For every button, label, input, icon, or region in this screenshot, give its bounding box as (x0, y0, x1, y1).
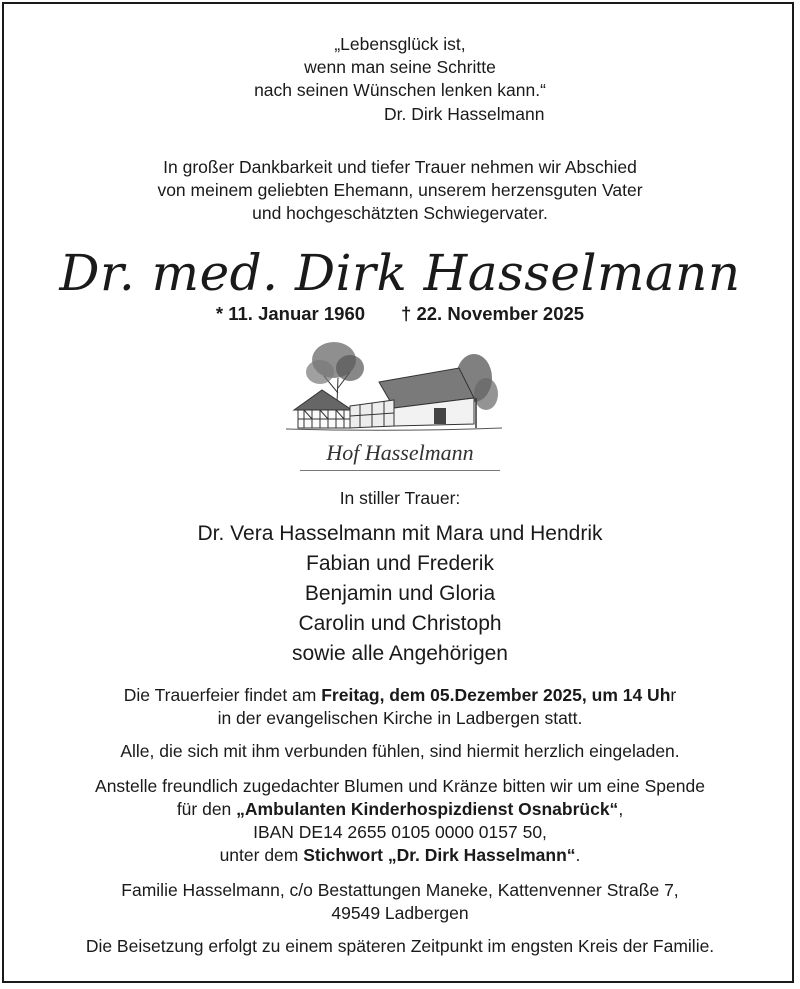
donation-line-4 (0, 844, 800, 866)
address-line-1: Familie Hasselmann, c/o Bestattungen Maneke, Kattenvenner Straße 7, (121, 880, 679, 900)
hof-logo (0, 440, 800, 466)
intro-line-2: von meinem geliebten Ehemann, unserem herzensguten Vater (157, 180, 643, 200)
service-date-tail: r (670, 685, 677, 705)
service-pre: Die Trauerfeier findet am (123, 685, 322, 705)
donation-iban: IBAN DE14 2655 0105 0000 0157 50, (253, 822, 547, 842)
life-dates (0, 302, 800, 326)
mourner-line-2: Fabian und Frederik (306, 552, 494, 575)
burial-note: Die Beisetzung erfolgt zu einem späteren Zeitpunkt im engsten Kreis der Familie. (85, 936, 715, 956)
donation-line-1: Anstelle freundlich zugedachter Blumen und Kränze bitten wir um eine Spende (95, 776, 705, 796)
mourner-line-1: Dr. Vera Hasselmann mit Mara und Hendrik (197, 522, 603, 545)
mourner-line-4: Carolin und Christoph (298, 612, 502, 635)
donation-post: , (618, 799, 624, 819)
quote-line-1: „Lebensglück ist, (334, 34, 466, 54)
quote-line-2: wenn man seine Schritte (304, 57, 496, 77)
donation-ref-pre: unter dem (219, 845, 304, 865)
intro-line-3: und hochgeschätzten Schwiegervater. (252, 203, 548, 223)
donation-line-2 (0, 798, 800, 820)
death-date: † 22. November 2025 (401, 303, 585, 324)
deceased-name: Dr. med. Dirk Hasselmann (59, 244, 741, 302)
donation-recipient: „Ambulanten Kinderhospizdienst Osnabrück“ (236, 799, 619, 819)
mourners-heading: In stiller Trauer: (339, 488, 461, 508)
service-line-2: in der evangelischen Kirche in Ladbergen statt. (217, 708, 583, 728)
quote-author: Dr. Dirk Hasselmann (384, 104, 545, 124)
mourner-line-5: sowie alle Angehörigen (292, 642, 508, 665)
invitation: Alle, die sich mit ihm verbunden fühlen, sind hiermit herzlich eingeladen. (120, 741, 680, 761)
donation-reference: Stichwort „Dr. Dirk Hasselmann“ (303, 845, 576, 865)
service-date: Freitag, dem 05.Dezember 2025, um 14 Uh (321, 685, 671, 705)
farmhouse-drawing-icon (284, 338, 504, 434)
address-line-2: 49549 Ladbergen (331, 903, 469, 923)
intro-line-1: In großer Dankbarkeit und tiefer Trauer nehmen wir Abschied (163, 157, 637, 177)
birth-date: * 11. Januar 1960 (215, 303, 366, 324)
quote-line-3: nach seinen Wünschen lenken kann.“ (254, 80, 546, 100)
logo-divider (300, 470, 500, 471)
service-line-1 (0, 684, 800, 706)
hof-logo-text: Hof Hasselmann (326, 440, 474, 465)
donation-pre: für den (176, 799, 237, 819)
donation-ref-post: . (575, 845, 581, 865)
mourner-line-3: Benjamin und Gloria (304, 582, 496, 605)
